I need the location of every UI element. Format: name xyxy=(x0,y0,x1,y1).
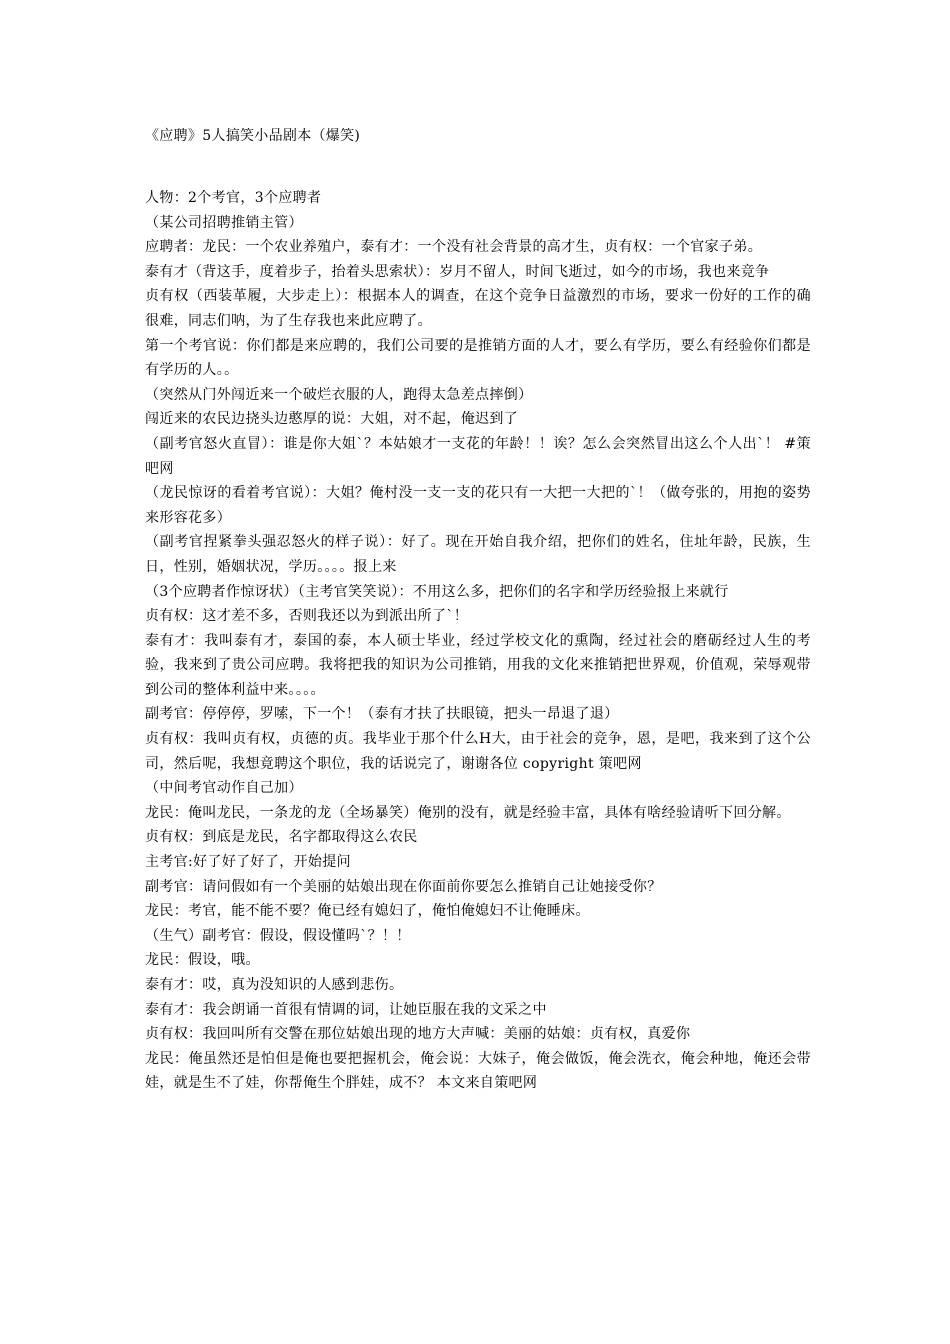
paragraph-setting: （某公司招聘推销主管） xyxy=(145,214,303,231)
paragraph-stage-direction: （突然从门外闯近来一个破烂衣服的人，跑得太急差点摔倒） xyxy=(145,386,533,403)
document-title: 《应聘》5人搞笑小品剧本（爆笑) xyxy=(145,128,361,144)
paragraph-dialogue: 贞有权：到底是龙民，名字都取得这么农民 xyxy=(145,829,418,846)
paragraph-dialogue: 副考官：停停停，罗嗦，下一个！（泰有才扶了扶眼镜，把头一昂退了退） xyxy=(145,706,619,723)
paragraph-dialogue: 泰有才：我叫泰有才，泰国的泰，本人硕士毕业，经过学校文化的熏陶，经过社会的磨砺经过人生的考验，我来到了贵公司应聘。我将把我的知识为公司推销，用我的文化来推销把世界观，价值观，荣辱观带到公司的整体利益中来。。。。 xyxy=(145,632,811,698)
paragraph-dialogue: （龙民惊讶的看着考官说）：大姐？俺村没一支一支的花只有一大把一大把的`！（做夸张的，用抱的姿势来形容花多） xyxy=(145,485,811,526)
paragraph-stage-direction: （中间考官动作自己加） xyxy=(145,780,303,797)
document-body xyxy=(145,186,811,1096)
paragraph-dialogue: 贞有权：这才差不多，否则我还以为到派出所了`！ xyxy=(145,608,469,625)
paragraph-dialogue: 龙民：俺虽然还是怕但是俺也要把握机会，俺会说：大妹子，俺会做饭，俺会洗衣，俺会种地，俺还会带娃，就是生不了娃，你帮俺生个胖娃，成不？ 本文来自策吧网 xyxy=(145,1050,811,1092)
paragraph-dialogue: 贞有权：我叫贞有权，贞德的贞。我毕业于那个什么H大，由于社会的竞争，恩，是吧，我来到了这个公司，然后呢，我想竟聘这个职位，我的话说完了，谢谢各位 copyright 策吧网 xyxy=(145,731,811,772)
paragraph-dialogue: 泰有才：我会朗诵一首很有情调的词，让她臣服在我的文采之中 xyxy=(145,1001,547,1018)
document-content xyxy=(145,124,811,1096)
paragraph-applicants: 应聘者：龙民：一个农业养殖户，泰有才：一个没有社会背景的高才生，贞有权：一个官家子弟。 xyxy=(145,239,763,256)
paragraph-dialogue: 副考官：请问假如有一个美丽的姑娘出现在你面前你要怎么推销自己让她接受你？ xyxy=(145,878,662,895)
paragraph-dialogue: （副考官怒火直冒）：谁是你大姐`？本姑娘才一支花的年龄！！诶？怎么会突然冒出这么个人出`！ #策吧网 xyxy=(145,435,811,477)
paragraph-dialogue: 闯近来的农民边挠头边憨厚的说：大姐，对不起，俺迟到了 xyxy=(145,411,519,428)
paragraph-dialogue: 泰有才：哎，真为没知识的人感到悲伤。 xyxy=(145,977,404,993)
paragraph-dialogue: （副考官捏紧拳头强忍怒火的样子说）：好了。现在开始自我介绍，把你们的姓名，住址年龄，民族，生日，性别，婚姻状况，学历。。。。报上来 xyxy=(145,534,811,575)
paragraph-dialogue: 主考官:好了好了好了，开始提问 xyxy=(145,854,351,871)
paragraph-characters: 人物：2个考官，3个应聘者 xyxy=(145,190,322,206)
paragraph-dialogue: 贞有权：我回叫所有交警在那位姑娘出现的地方大声喊：美丽的姑娘：贞有权，真爱你 xyxy=(145,1026,691,1043)
paragraph-dialogue: 泰有才（背这手，度着步子，抬着头思索状）：岁月不留人，时间飞逝过，如今的市场，我也来竞争 xyxy=(145,263,770,280)
paragraph-dialogue: 龙民：假设，哦。 xyxy=(145,952,260,969)
paragraph-dialogue: （生气）副考官：假设，假设懂吗`？！！ xyxy=(145,927,411,944)
paragraph-dialogue: 龙民：考官，能不能不要？俺已经有媳妇了，俺怕俺媳妇不让俺睡床。 xyxy=(145,903,590,920)
paragraph-dialogue: 第一个考官说：你们都是来应聘的，我们公司要的是推销方面的人才，要么有学历，要么有经验你们都是有学历的人。。 xyxy=(145,337,811,379)
paragraph-dialogue: （3个应聘者作惊讶状）（主考官笑笑说）：不用这么多，把你们的名字和学历经验报上来就行 xyxy=(145,583,729,600)
paragraph-dialogue: 贞有权（西装革履，大步走上）：根据本人的调查，在这个竞争日益激烈的市场，要求一份好的工作的确很难，同志们呐，为了生存我也来此应聘了。 xyxy=(145,288,811,329)
paragraph-dialogue: 龙民：俺叫龙民，一条龙的龙（全场暴笑）俺别的没有，就是经验丰富，具体有啥经验请听下回分解。 xyxy=(145,804,791,821)
